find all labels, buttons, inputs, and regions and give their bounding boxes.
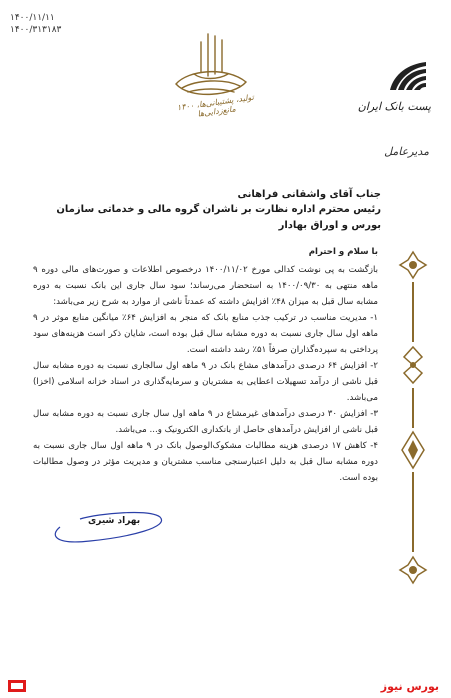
intro-paragraph: بازگشت به پی نوشت کدالی مورخ ۱۴۰۰/۱۱/۰۲ درخصوص اطلاعات و صورت‌های مالی دوره ۹ ماهه منتهی به ۱۴۰۰/۰۹/۳۰ به استحضار می‌رساند؛ سود سال جاری این بانک نسبت به دوره مشابه سال قبل به میزان ۴۸٪ افزایش داشته که عمدتاً ناشی از موارد به شرح زیر می‌باشد: [33,265,378,307]
ornament-rule [412,472,414,552]
list-item: ۳- افزایش ۳۰ درصدی درآمدهای غیرمشاع در ۹ ماهه اول سال جاری نسبت به دوره مشابه سال قبل ناشی از افزایش درآمدهای حاصل از بانکداری الکترونیک و... می‌باشد. [33,409,378,435]
list-item: ۴- کاهش ۱۷ درصدی هزینه مطالبات مشکوک‌الوصول بانک در ۹ ماهه اول سال جاری نسبت به دوره مشابه سال قبل به دلیل اعتبارسنجی مناسب مشتریان و مدیریت مؤثر در وصول مطالبات بوده است. [33,441,378,483]
emblem-slogan: تولید، پشتیبانی‌ها، مانع‌زدایی‌ها [195,92,255,119]
recipient-name: جناب آقای واشقانی فراهانی [237,189,381,200]
ornament-rule [412,282,414,342]
footer-brand: بورس نیوز [380,680,439,693]
letter-date: ۱۴۰۰/۱۱/۱۱ [10,13,55,23]
recipient-block [51,188,381,234]
emblem-year: ۱۴۰۰ [176,101,195,113]
recipient-title: رئیس محترم اداره نظارت بر ناشران گروه مالی و خدماتی سازمان بورس و اوراق بهادار [56,204,381,231]
ornament-icon [398,555,428,585]
ornament-icon [398,250,428,280]
bank-name: پست بانک ایران [357,100,431,113]
greeting: با سلام و احترام [308,247,378,257]
ornament-rule [412,388,414,428]
list-item: ۱- مدیریت مناسب در ترکیب جذب منابع بانک که منجر به افزایش ۶۴٪ میانگین منابع موثر در ۹ ماهه اول سال جاری نسبت به دوره مشابه سال قبل بوده است، شایان ذکر است هزینه‌های سود پرداختی به سپرده‌گذاران صرفاً ۵۱٪ رشد داشته است. [33,313,379,355]
letter-body [33,244,378,486]
letter-meta [10,12,61,36]
ornament-icon [398,345,428,385]
flag-icon [8,680,26,692]
signer-title-heading: مدیرعامل [384,145,429,158]
bank-logo-icon [384,56,432,96]
signer-name: بهراد شیری [88,516,141,526]
list-item: ۲- افزایش ۶۴ درصدی درآمدهای مشاع بانک در ۹ ماهه اول سالجاری نسبت به دوره مشابه سال قبل ناشی از درآمد تسهیلات اعطایی به مشتریان و سرمایه‌گذاری در اسناد خزانه اسلامی (اخزا) می‌باشد. [33,361,379,403]
ornament-icon [398,430,428,470]
letter-number: ۱۴۰۰/۳۱۳۱۸۳ [10,25,62,35]
